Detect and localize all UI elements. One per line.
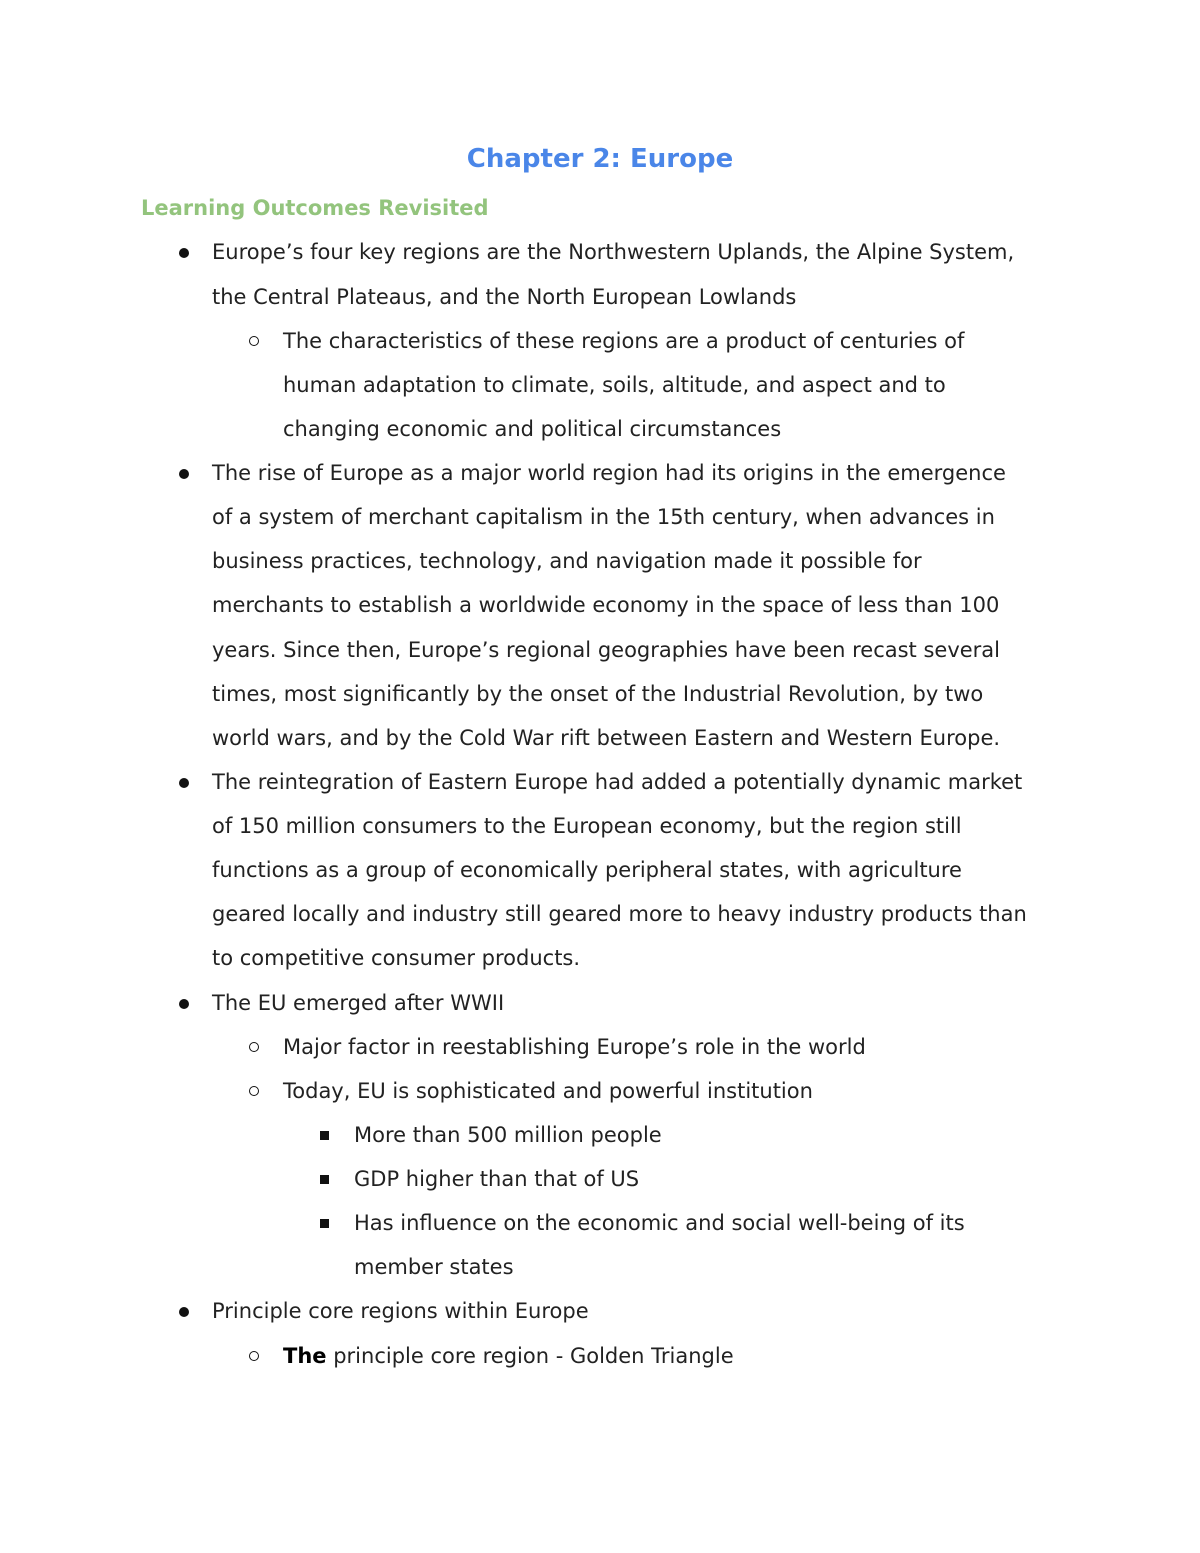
list-item-text: times, most significantly by the onset of the Industrial Revolution, by two (212, 682, 984, 706)
sub-bullet-icon (249, 1042, 259, 1052)
bold-text: The (283, 1344, 327, 1368)
sub-sub-list-item-text: Has influence on the economic and social well-being of its (354, 1211, 965, 1235)
list-item-text: world wars, and by the Cold War rift between Eastern and Western Europe. (212, 726, 1001, 750)
bullet-icon (179, 999, 189, 1009)
sub-bullet-icon (249, 1351, 259, 1361)
sub-sub-list-item-text: More than 500 million people (354, 1123, 662, 1147)
list-item-text: of a system of merchant capitalism in the 15th century, when advances in (212, 505, 995, 529)
section-heading: Learning Outcomes Revisited (141, 196, 489, 220)
bullet-icon (179, 778, 189, 788)
sub-sub-list-item-text: member states (354, 1255, 514, 1279)
sub-list-item-text: human adaptation to climate, soils, altitude, and aspect and to (283, 373, 946, 397)
square-bullet-icon (320, 1175, 329, 1184)
bullet-icon (179, 248, 189, 258)
list-item-text: the Central Plateaus, and the North European Lowlands (212, 285, 797, 309)
sub-list-item-text: The characteristics of these regions are a product of centuries of (283, 329, 965, 353)
list-item-text: The EU emerged after WWII (212, 991, 505, 1015)
list-item-text: functions as a group of economically peripheral states, with agriculture (212, 858, 962, 882)
bullet-icon (179, 1307, 189, 1317)
square-bullet-icon (320, 1131, 329, 1140)
list-item-text: merchants to establish a worldwide economy in the space of less than 100 (212, 593, 1000, 617)
page-title: Chapter 2: Europe (466, 144, 734, 174)
sub-bullet-icon (249, 1086, 259, 1096)
sub-sub-list-item-text: GDP higher than that of US (354, 1167, 640, 1191)
bullet-icon (179, 469, 189, 479)
list-item-text: geared locally and industry still geared more to heavy industry products than (212, 902, 1027, 926)
list-item-text: The rise of Europe as a major world region had its origins in the emergence (212, 461, 1006, 485)
list-item-text: Europe’s four key regions are the Northwestern Uplands, the Alpine System, (212, 240, 1015, 264)
list-item-text: The reintegration of Eastern Europe had added a potentially dynamic market (212, 770, 1023, 794)
sub-list-item-text: Today, EU is sophisticated and powerful institution (283, 1079, 813, 1103)
square-bullet-icon (320, 1219, 329, 1228)
sub-bullet-icon (249, 336, 259, 346)
regular-text: principle core region - Golden Triangle (326, 1344, 734, 1368)
list-item-text: years. Since then, Europe’s regional geographies have been recast several (212, 638, 1001, 662)
list-item-text: business practices, technology, and navigation made it possible for (212, 549, 922, 573)
sub-list-item-text: Major factor in reestablishing Europe’s role in the world (283, 1035, 866, 1059)
sub-list-item-text (283, 1341, 734, 1371)
sub-list-item-text: changing economic and political circumstances (283, 417, 782, 441)
list-item-text: Principle core regions within Europe (212, 1299, 589, 1323)
list-item-text: to competitive consumer products. (212, 946, 581, 970)
list-item-text: of 150 million consumers to the European economy, but the region still (212, 814, 962, 838)
